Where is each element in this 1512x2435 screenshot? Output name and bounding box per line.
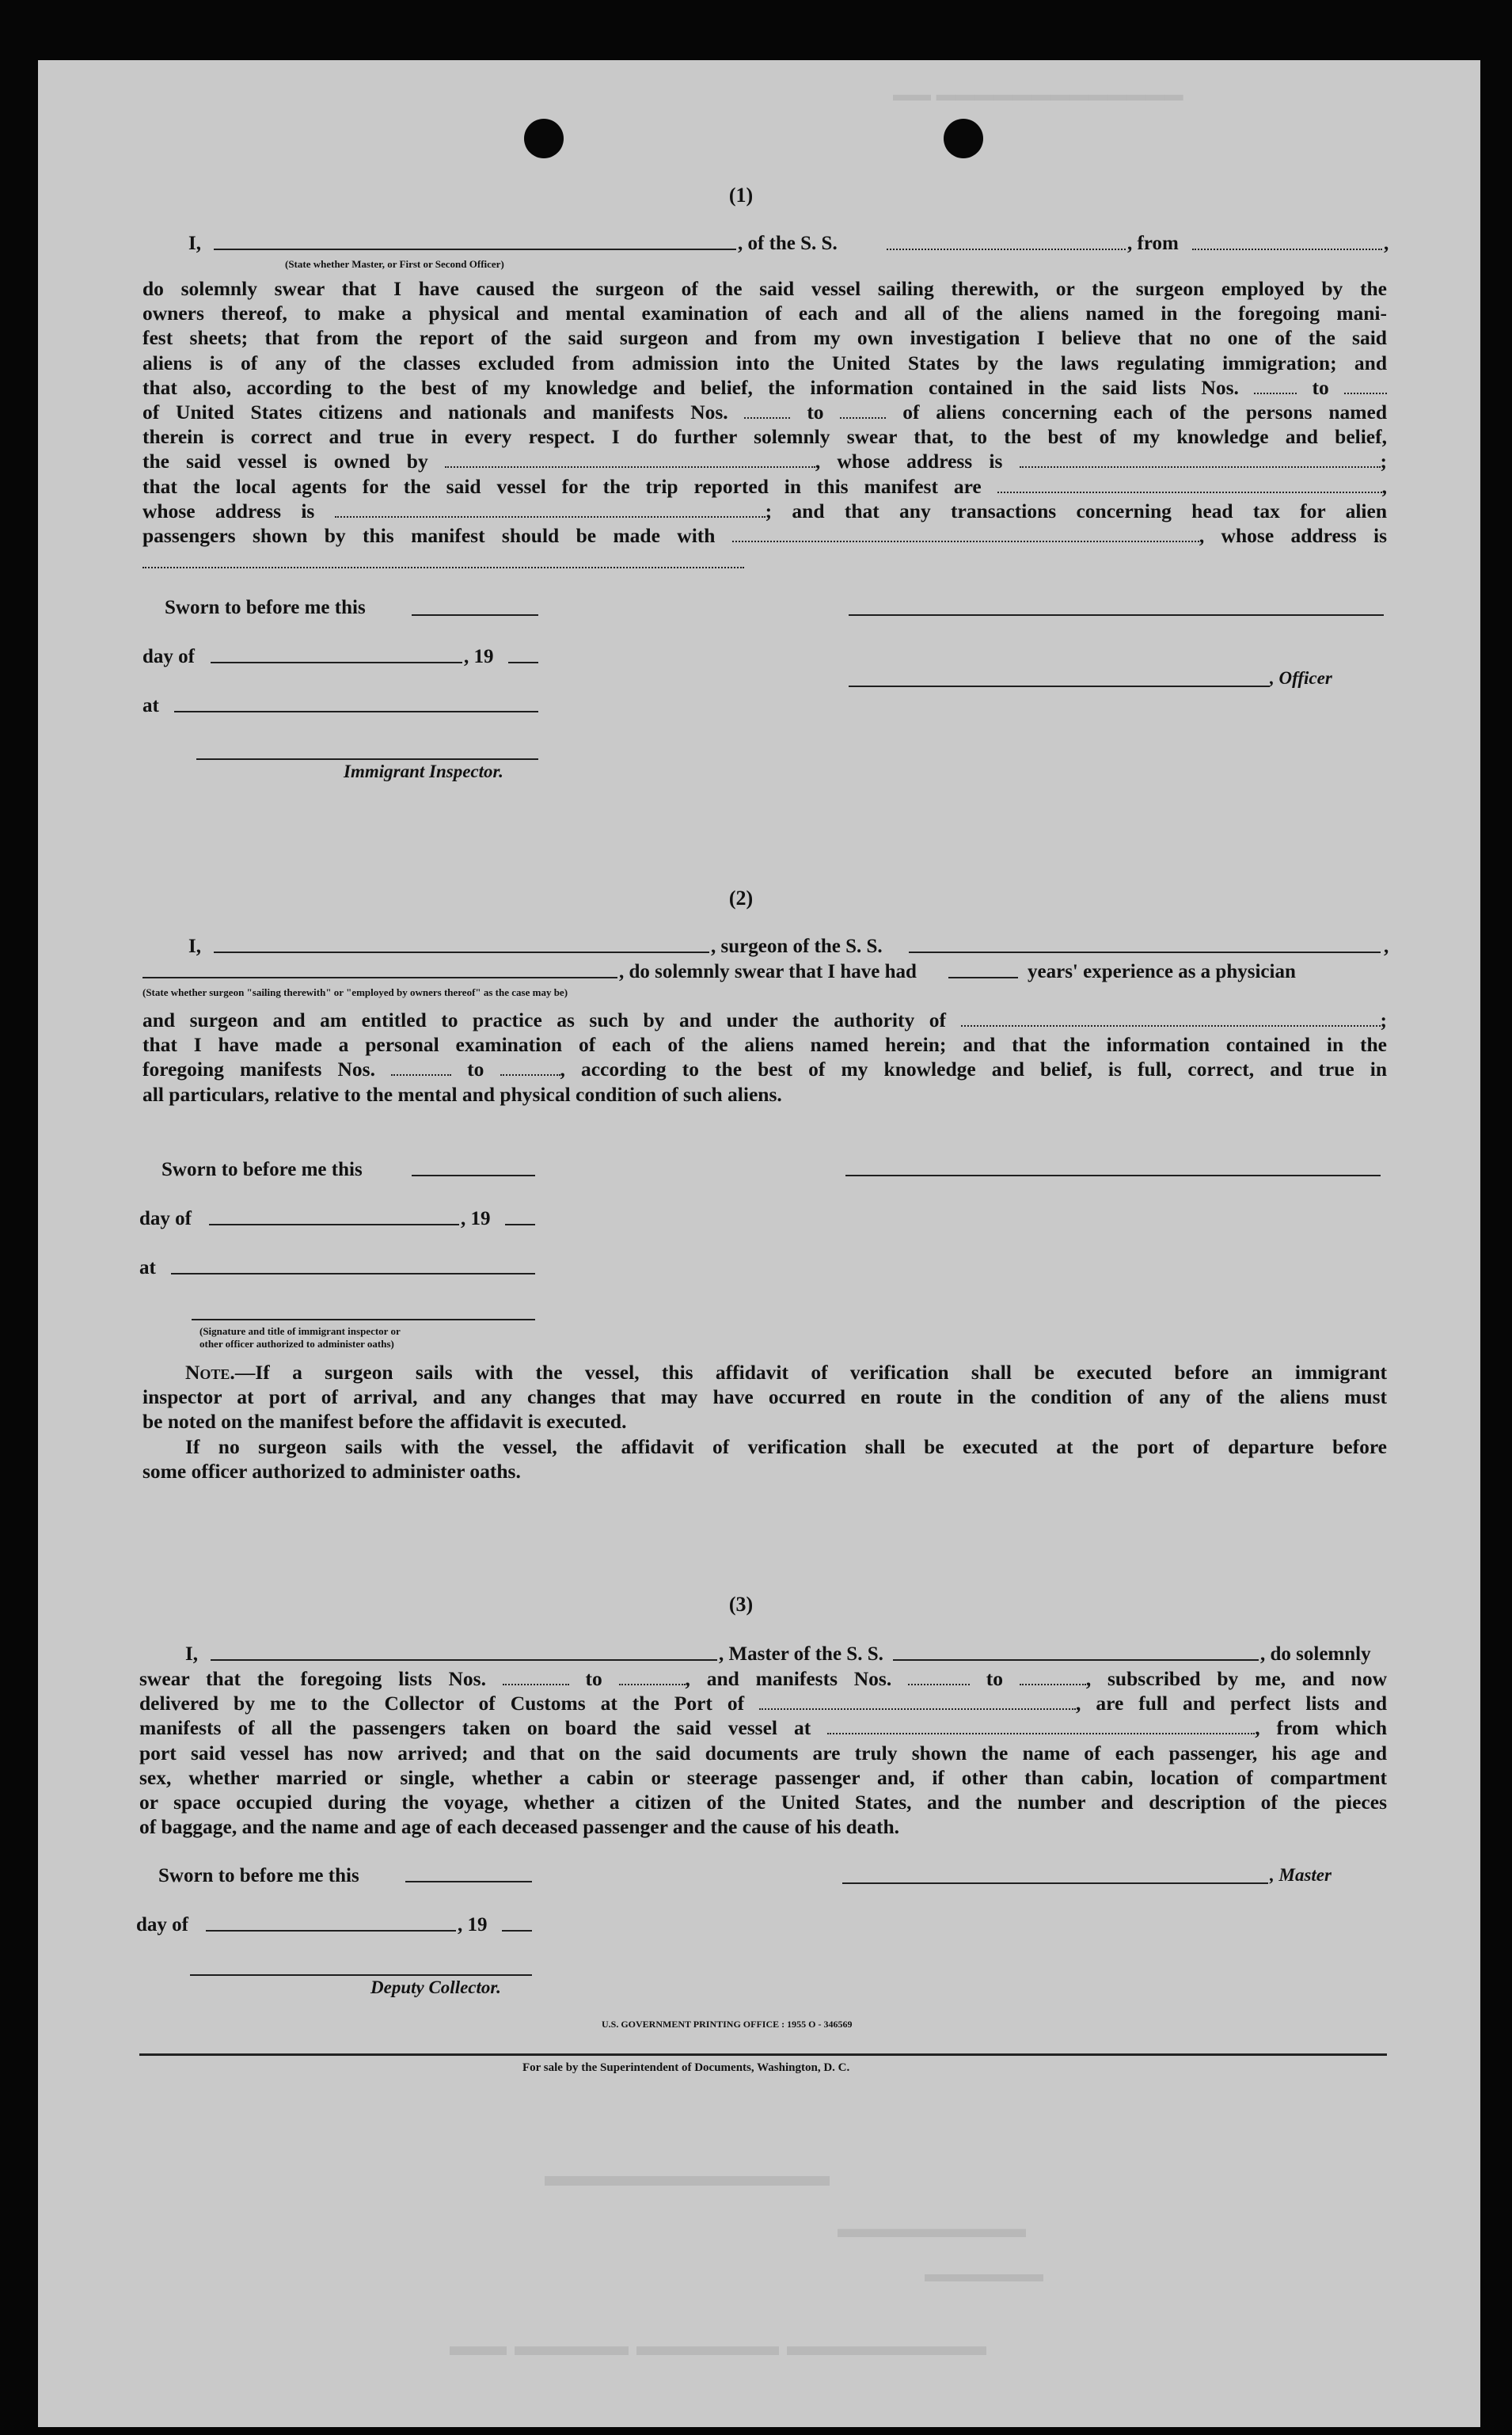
punch-hole-right — [944, 119, 983, 158]
s2-note-line: inspector at port of arrival, and any changes that may have occurred en route in the condition of any of the aliens must — [142, 1385, 1387, 1409]
s2-surgeon-of-ss: , surgeon of the S. S. — [711, 936, 883, 957]
s2-surgeon-type-field[interactable] — [142, 977, 617, 978]
s1-year-field[interactable] — [508, 662, 538, 663]
s2-line-authority: and surgeon and am entitled to practice as such by and under the authority of ; — [142, 1009, 1387, 1031]
s2-comma: , — [1384, 936, 1389, 957]
punch-hole-left — [524, 119, 564, 158]
s1-address-field[interactable] — [142, 567, 744, 568]
s3-line-port: delivered by me to the Collector of Customs at the Port of , are full and perfect lists and — [139, 1692, 1387, 1715]
s3-deputy-label: Deputy Collector. — [370, 1977, 501, 1997]
s1-line-owner: the said vessel is owned by , whose address is ; — [142, 450, 1388, 473]
s1-at-field[interactable] — [174, 711, 538, 712]
s1-intro-i: I, — [188, 233, 201, 254]
s3-line: or space occupied during the voyage, whether a citizen of the United States, and the number and description of the pieces — [139, 1791, 1387, 1814]
s1-ship-field[interactable] — [887, 249, 1126, 250]
s1-inspector-label: Immigrant Inspector. — [344, 762, 503, 781]
s2-line: all particulars, relative to the mental and physical condition of such aliens. — [142, 1082, 782, 1106]
s3-day-of-label: day of — [136, 1914, 188, 1935]
s3-line-lists: swear that the foregoing lists Nos. to , and manifests Nos. to , subscribed by me, and now — [139, 1667, 1388, 1690]
s2-years-field[interactable] — [948, 977, 1018, 978]
s1-line: therein is correct and true in every respect. I do further solemnly swear that, to the best of my knowledge and belief, — [142, 425, 1387, 449]
s1-line-lists: that also, according to the best of my knowledge and belief, the information contained in the said lists Nos. to — [142, 375, 1387, 400]
s1-officer-signature-1[interactable] — [849, 614, 1384, 616]
s1-officer-note: (State whether Master, or First or Second Officer) — [285, 258, 504, 270]
s2-signature-field[interactable] — [845, 1175, 1381, 1176]
s3-master-label: , Master — [1270, 1865, 1332, 1885]
s2-year-label: , 19 — [461, 1208, 491, 1229]
s2-note-line: If no surgeon sails with the vessel, the affidavit of verification shall be executed at the port of departure before — [185, 1434, 1387, 1458]
s2-ship-field[interactable] — [909, 952, 1381, 953]
s3-ship-field[interactable] — [893, 1659, 1259, 1661]
s3-line-board: manifests of all the passengers taken on board the said vessel at , from which — [139, 1716, 1388, 1740]
s1-comma: , — [1384, 233, 1389, 254]
s1-sworn-field[interactable] — [412, 614, 538, 616]
s2-sig-note-2: other officer authorized to administer oaths) — [199, 1338, 394, 1350]
s2-inspector-signature[interactable] — [192, 1319, 535, 1320]
s1-at-label: at — [142, 695, 159, 716]
s1-line: fest sheets; that from the report of the said surgeon and from my own investigation I believe that no one of the said — [142, 326, 1387, 350]
s1-sworn-label: Sworn to before me this — [165, 597, 366, 618]
s3-line: of baggage, and the name and age of each deceased passenger and the cause of his death. — [139, 1815, 900, 1839]
s2-surgeon-field[interactable] — [214, 952, 709, 953]
s1-day-of-label: day of — [142, 646, 195, 667]
form-page — [38, 60, 1480, 2427]
s2-sworn-label: Sworn to before me this — [161, 1159, 363, 1180]
s3-master-of-ss: , Master of the S. S. — [719, 1643, 883, 1665]
s1-line-headtax: passengers shown by this manifest should be made with , whose address is — [142, 524, 1388, 548]
s2-surgeon-note: (State whether surgeon "sailing therewith" or "employed by owners thereof" as the case may be) — [142, 986, 568, 998]
s2-note-paragraph — [142, 1360, 1387, 1483]
s2-sig-note-1: (Signature and title of immigrant inspector or — [199, 1325, 401, 1337]
s1-year-label: , 19 — [464, 646, 494, 667]
footer-rule — [139, 2053, 1387, 2056]
s3-line: port said vessel has now arrived; and that on the said documents are truly shown the name of each passenger, his age and — [139, 1741, 1387, 1765]
bleed-through: ▬▬▬▬▬▬▬▬▬ — [545, 2158, 830, 2193]
s1-officer-signature-2[interactable] — [849, 686, 1270, 687]
s1-from: , from — [1127, 233, 1179, 254]
s2-at-label: at — [139, 1257, 156, 1278]
s3-day-field[interactable] — [206, 1930, 456, 1932]
s2-line-manifests: foregoing manifests Nos. to , according to the best of my knowledge and belief, is full, correct, and true in — [142, 1058, 1388, 1081]
s2-note-label: Note. — [185, 1361, 235, 1384]
s1-officer-label: , Officer — [1270, 668, 1332, 688]
s1-inspector-signature[interactable] — [196, 758, 538, 760]
s1-paragraph — [142, 276, 1387, 548]
s1-line: do solemnly swear that I have caused the surgeon of the said vessel sailing therewith, or the surgeon employed by the — [142, 277, 1387, 300]
s2-note-line: some officer authorized to administer oaths. — [142, 1459, 521, 1483]
s3-line: sex, whether married or single, whether a cabin or steerage passenger and, if other than cabin, location of compartment — [139, 1765, 1387, 1789]
s1-line: owners thereof, to make a physical and mental examination of each and all of the aliens named in the foregoing mani- — [142, 302, 1387, 325]
s1-from-field[interactable] — [1192, 249, 1382, 250]
s2-line: that I have made a personal examination of each of the aliens named herein; and that the information contained in the — [142, 1033, 1387, 1057]
s1-of-ss: , of the S. S. — [738, 233, 838, 254]
s3-sworn-field[interactable] — [405, 1881, 532, 1882]
s2-note-line: be noted on the manifest before the affidavit is executed. — [142, 1410, 627, 1434]
s1-line-agents: that the local agents for the said vessel for the trip reported in this manifest are , — [142, 474, 1388, 498]
section2-number: (2) — [728, 887, 754, 910]
s2-paragraph — [142, 1008, 1387, 1107]
s2-swear-label: , do solemnly swear that I have had — [619, 961, 917, 982]
s3-deputy-signature[interactable] — [190, 1974, 532, 1976]
bleed-through: ▬▬▬▬▬ — [925, 2261, 1043, 2287]
sale-note: For sale by the Superintendent of Documents, Washington, D. C. — [522, 2061, 850, 2074]
s2-years-label: years' experience as a physician — [1028, 961, 1296, 982]
s1-day-field[interactable] — [211, 662, 462, 663]
printing-office-note: U.S. GOVERNMENT PRINTING OFFICE : 1955 O - 346569 — [602, 2019, 853, 2030]
s1-officer-field[interactable] — [214, 249, 736, 250]
s1-line-manifests: of United States citizens and nationals and manifests Nos. to of aliens concerning each of the persons named — [142, 401, 1388, 424]
s1-line-address: whose address is ; and that any transactions concerning head tax for alien — [142, 499, 1387, 522]
s2-note-line: Note.—If a surgeon sails with the vessel, this affidavit of verification shall be executed before an immigrant — [185, 1361, 1387, 1384]
s3-paragraph — [139, 1666, 1387, 1839]
s2-year-field[interactable] — [505, 1224, 535, 1225]
s3-year-label: , 19 — [458, 1914, 488, 1935]
s2-day-field[interactable] — [209, 1224, 459, 1225]
s3-master-field[interactable] — [211, 1659, 717, 1661]
bleed-through: ▬▬ ▬▬▬▬▬▬▬▬▬▬▬▬▬ — [893, 84, 1183, 105]
s2-sworn-field[interactable] — [412, 1175, 535, 1176]
bleed-through: ▬▬ ▬▬▬▬ ▬▬▬▬▬ ▬▬▬▬▬▬▬ — [450, 2329, 987, 2361]
s3-intro-i: I, — [185, 1643, 198, 1665]
s3-sworn-label: Sworn to before me this — [158, 1865, 359, 1886]
section3-number: (3) — [728, 1593, 754, 1616]
section1-number: (1) — [728, 184, 754, 207]
s2-intro-i: I, — [188, 936, 201, 957]
bleed-through: ▬▬▬▬▬▬▬ — [838, 2213, 1026, 2243]
s2-at-field[interactable] — [171, 1273, 535, 1274]
s2-day-of-label: day of — [139, 1208, 192, 1229]
s3-do-solemnly: , do solemnly — [1260, 1643, 1371, 1665]
s3-year-field[interactable] — [502, 1930, 532, 1932]
s1-line: aliens is of any of the classes excluded from admission into the United States by the laws regulating immigration; and — [142, 351, 1387, 374]
s3-master-signature[interactable] — [842, 1882, 1268, 1884]
